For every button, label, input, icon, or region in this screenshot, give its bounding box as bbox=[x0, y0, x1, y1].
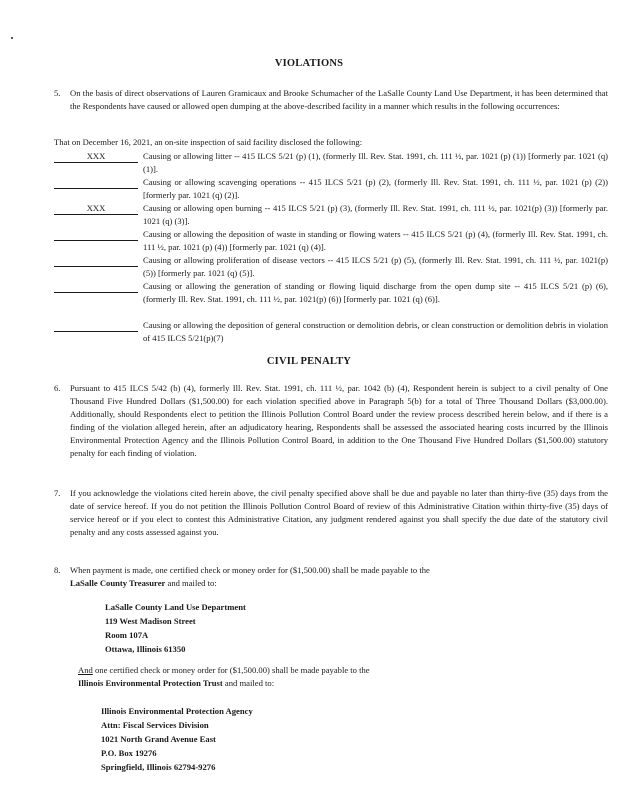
item-6-number: 6. bbox=[54, 383, 61, 393]
item-5-number: 5. bbox=[54, 88, 61, 98]
civil-penalty-heading: CIVIL PENALTY bbox=[266, 356, 352, 367]
violation-mark-liquid-discharge bbox=[54, 280, 138, 293]
item-7-text: If you acknowledge the violations cited herein above, the civil penalty specified above shall be due and payable no later than thirty-five (35) days from the date of service hereof. If you do not petition the Illinois Pollution Control Board of review of this Administrative Citation within thirty-five (35) days of service hereof or if you elect to contest this Administrative Citation, any judgment rendered against you shall specify the due date of the statutory civil penalty and any costs assessed against you. bbox=[70, 488, 608, 537]
item-8-text-a: When payment is made, one certified check or money order for ($1,500.00) shall be made payable to the bbox=[70, 565, 430, 575]
and-word: And bbox=[78, 665, 93, 675]
address-iepa-line: P.O. Box 19276 bbox=[101, 748, 157, 758]
violation-mark-litter: XXX bbox=[54, 150, 138, 163]
item-6-text: Pursuant to 415 ILCS 5/42 (b) (4), formerly Ill. Rev. Stat. 1991, ch. 111 ½, par. 1042 (b) (4), Respondent herein is subject to a civil penalty of One Thousand Five Hundred Dollars ($1,500.00) for each violation specified above in Paragraph 5(b) for a total of Three Thousand Dollars ($3,000.00). Additionally, should Respondents elect to petition the Illinois Pollution Control Board under the review process described herein below, and if there is a finding of the violation alleged herein, after an adjudicatory hearing, Respondents shall be assessed the associated hearing costs incurred by the Illinois Environmental Protection Agency and the Illinois Pollution Control Board, in addition to the One Thousand Five Hundred Dollars ($1,500.00) statutory penalty for each finding of violation. bbox=[70, 383, 608, 458]
violation-scavenging: Causing or allowing scavenging operations -- 415 ILCS 5/21 (p) (2), (formerly Ill. Rev. Stat. 1991, ch. 111 ½, par. 1021 (p) (2)) [formerly par. 1021 (q) (2)]. bbox=[143, 177, 608, 200]
violation-litter: Causing or allowing litter -- 415 ILCS 5/21 (p) (1), (formerly Ill. Rev. Stat. 1991, ch. 111 ½, par. 1021 (p) (1)) [formerly par. 1021 (q) (1)]. bbox=[143, 151, 608, 174]
violation-mark-waters bbox=[54, 228, 138, 241]
address-lasalle-line: Room 107A bbox=[105, 630, 149, 640]
violation-mark-scavenging bbox=[54, 176, 138, 189]
violation-mark-demolition-debris bbox=[54, 319, 138, 332]
payee-iepa-suffix: and mailed to: bbox=[224, 678, 275, 688]
violation-mark-open-burning: XXX bbox=[54, 202, 138, 215]
payee-lasalle-suffix: and mailed to: bbox=[167, 578, 217, 588]
item-7-number: 7. bbox=[54, 488, 61, 498]
violation-liquid-discharge: Causing or allowing the generation of standing or flowing liquid discharge from the open dump site -- 415 ILCS 5/21 (p) (6), (formerly Ill. Rev. Stat. 1991, ch. 111 ½, par. 1021(p) (6)) [formerly par. 1021 (q) (6)]. bbox=[143, 281, 608, 304]
address-iepa-line: 1021 North Grand Avenue East bbox=[101, 734, 216, 744]
violation-open-burning: Causing or allowing open burning -- 415 ILCS 5/21 (p) (3), (formerly Ill. Rev. Stat. 1991, ch. 111 ½, par. 1021(p) (3)) [formerly par. 1021 (q) (3)]. bbox=[143, 203, 608, 226]
violations-heading: VIOLATIONS bbox=[274, 58, 344, 69]
item-8-text-b: one certified check or money order for ($1,500.00) shall be made payable to the bbox=[94, 665, 370, 675]
violation-waters: Causing or allowing the deposition of waste in standing or flowing waters -- 415 ILCS 5/21 (p) (4), (formerly Ill. Rev. Stat. 1991, ch. 111 ½, par. 1021 (p) (4)) [formerly par. 1021 (q) (4)]. bbox=[143, 229, 608, 252]
scan-speck bbox=[11, 37, 13, 39]
violation-mark-disease-vectors bbox=[54, 254, 138, 267]
inspection-intro: That on December 16, 2021, an on-site inspection of said facility disclosed the following: bbox=[54, 137, 363, 147]
address-lasalle bbox=[105, 600, 246, 656]
violation-disease-vectors: Causing or allowing proliferation of disease vectors -- 415 ILCS 5/21 (p) (5), (formerly Ill. Rev. Stat. 1991, ch. 111 ½, par. 1021(p) (5)) [formerly par. 1021 (q) (5)]. bbox=[143, 255, 608, 278]
address-iepa-line: Springfield, Illinois 62794-9276 bbox=[101, 762, 216, 772]
violation-demolition-debris: Causing or allowing the deposition of general construction or demolition debris, or clean construction or demolition debris in violation of 415 ILCS 5/21(p)(7) bbox=[143, 320, 608, 343]
item-8-number: 8. bbox=[54, 565, 61, 575]
address-lasalle-line: LaSalle County Land Use Department bbox=[105, 602, 246, 612]
address-iepa bbox=[101, 704, 253, 774]
address-lasalle-line: 119 West Madison Street bbox=[105, 616, 196, 626]
item-8-second-payment bbox=[78, 664, 608, 690]
payee-lasalle: LaSalle County Treasurer bbox=[70, 578, 166, 588]
address-lasalle-line: Ottawa, Illinois 61350 bbox=[105, 644, 186, 654]
item-8-text bbox=[70, 564, 608, 590]
item-5-text: On the basis of direct observations of Lauren Gramicaux and Brooke Schumacher of the LaSalle County Land Use Department, it has been determined that the Respondents have caused or allowed open dumping at the above-described facility in a manner which results in the following occurrences: bbox=[70, 88, 608, 111]
payee-iepa-trust: Illinois Environmental Protection Trust bbox=[78, 678, 223, 688]
address-iepa-line: Attn: Fiscal Services Division bbox=[101, 720, 209, 730]
address-iepa-line: Illinois Environmental Protection Agency bbox=[101, 706, 253, 716]
